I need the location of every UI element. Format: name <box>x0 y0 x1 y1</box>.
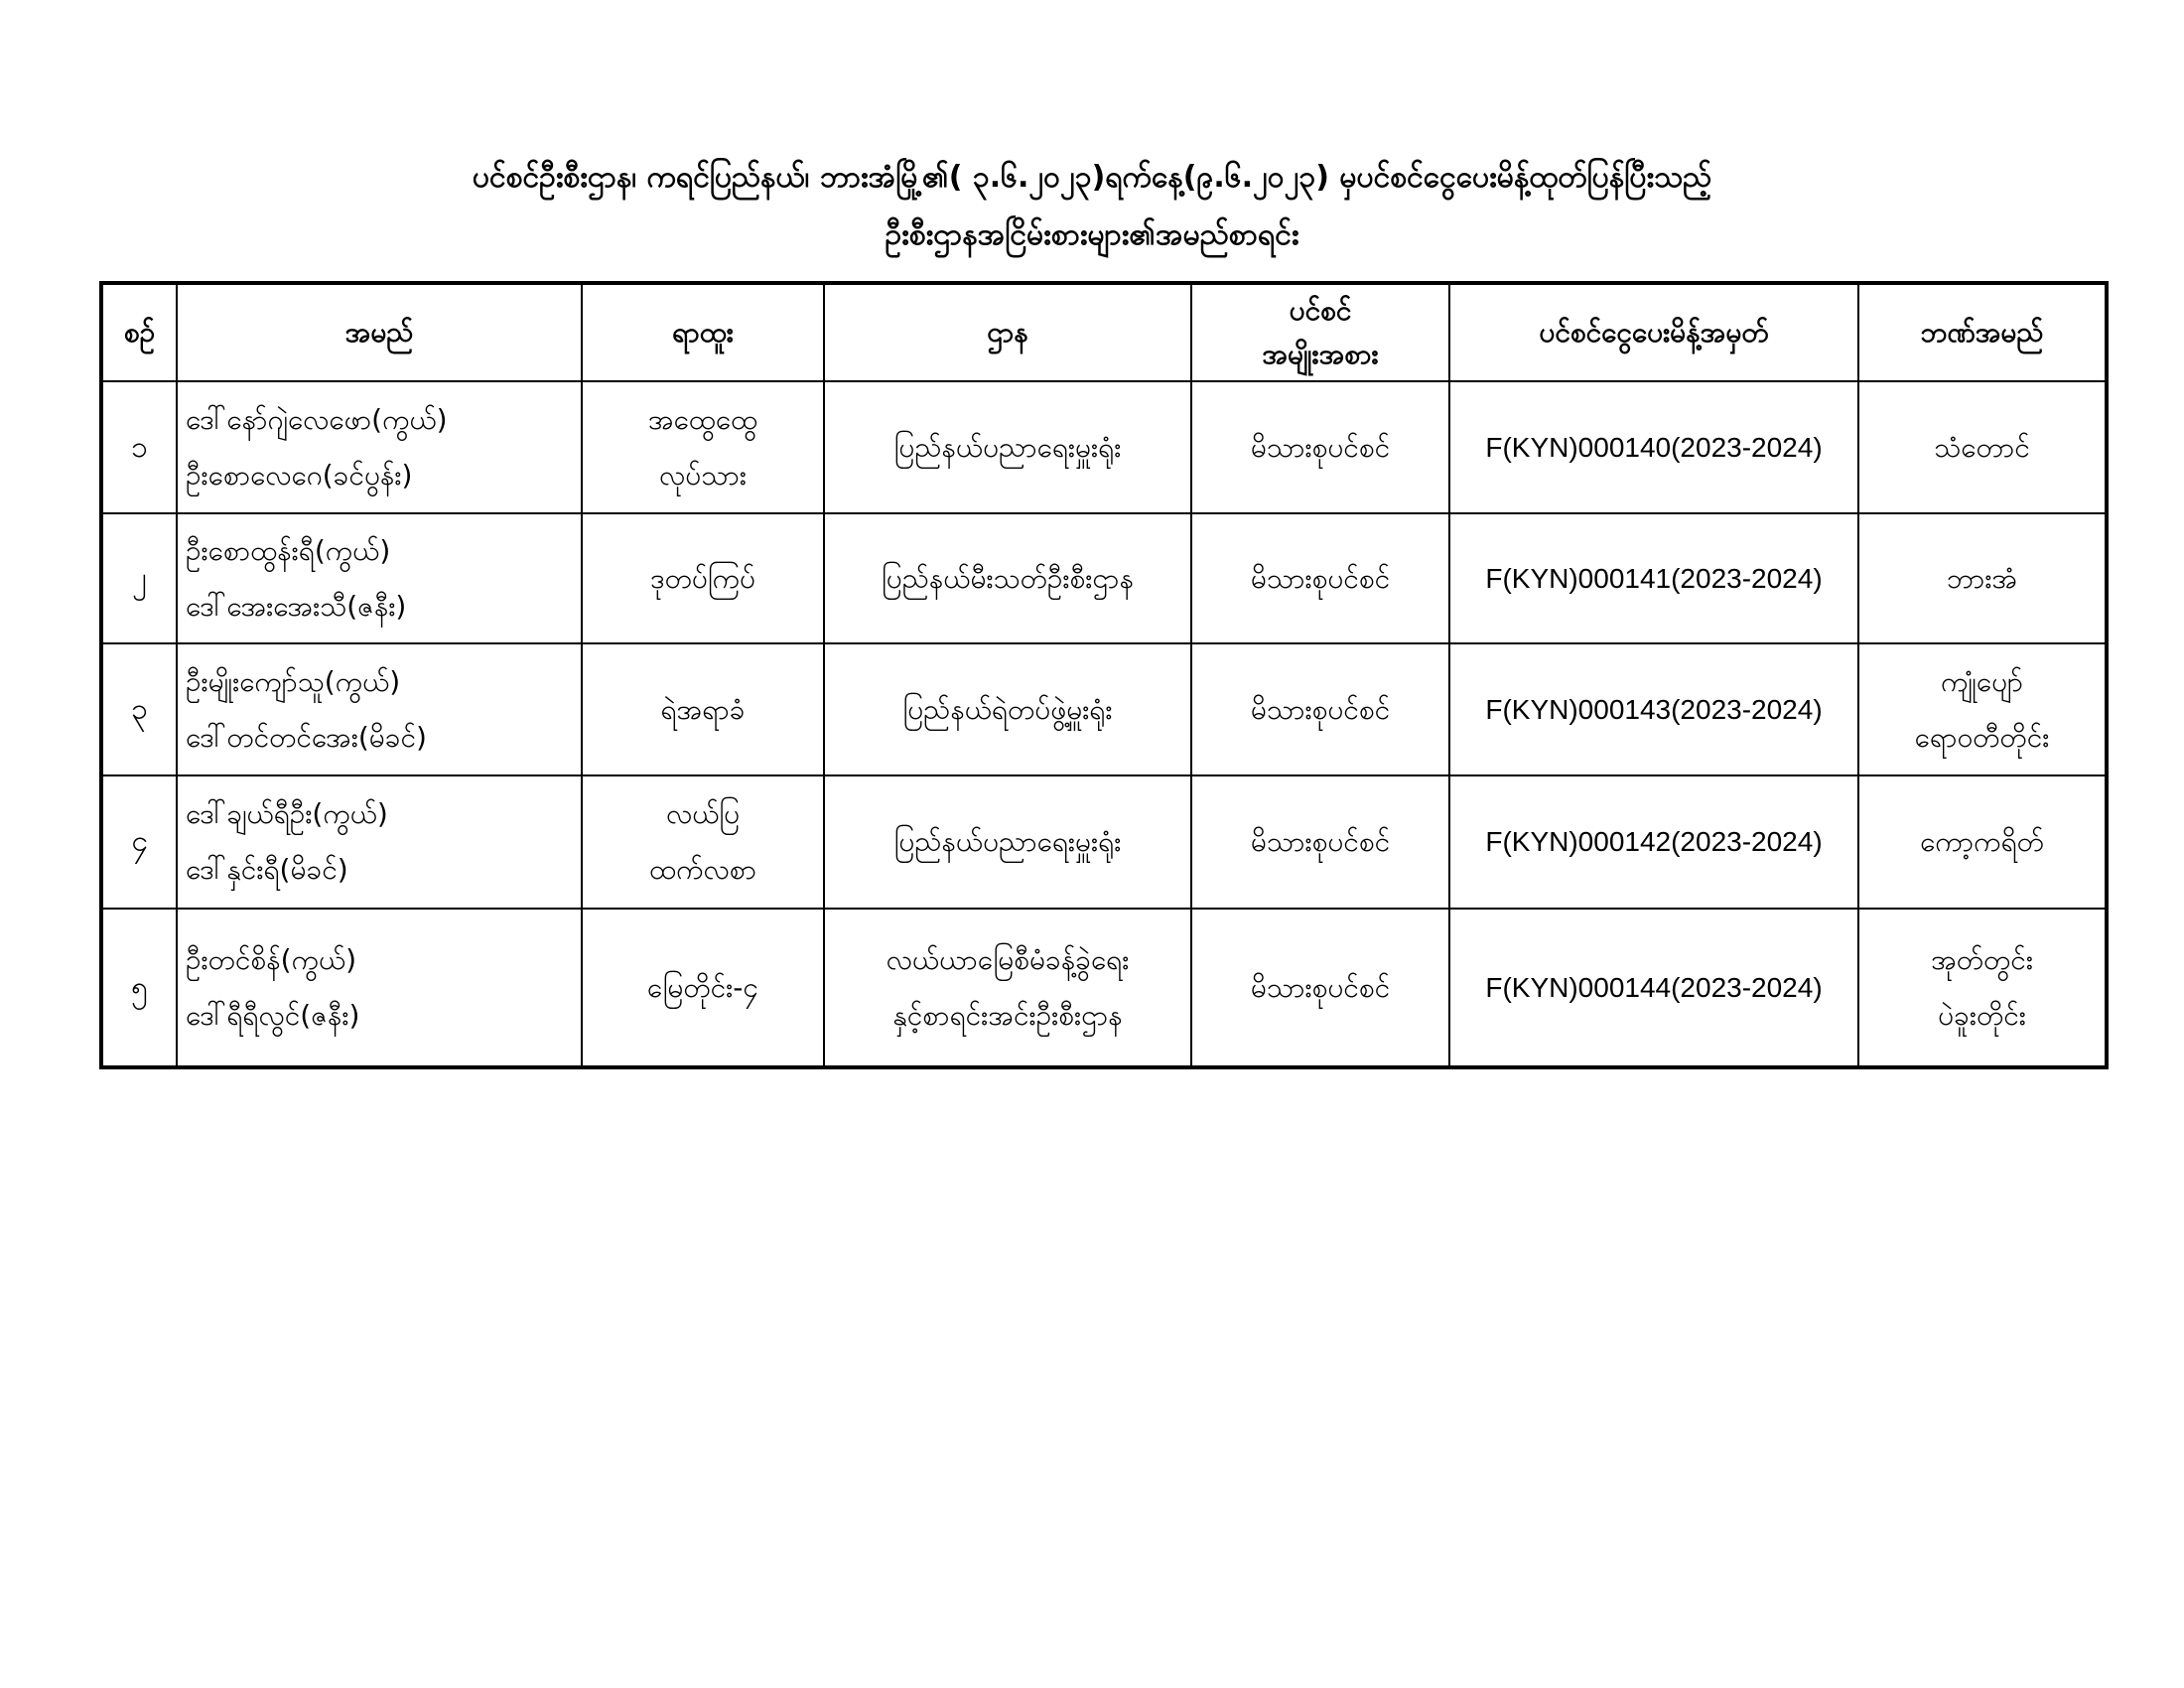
title-line-2: ဦးစီးဌာနအငြိမ်းစားများ၏အမည်စာရင်း <box>885 217 1299 252</box>
beneficiary-name: ဒေါ်နှင်းရီ(မိခင်) <box>186 853 348 886</box>
header-pension-type-line2: အမျိုးအစား <box>1262 338 1379 370</box>
beneficiary-name: ဦးစောလေဂေ(ခင်ပွန်း) <box>186 458 413 492</box>
row-order-number: F(KYN)000141(2023-2024) <box>1449 513 1858 643</box>
title-line-1: ပင်စင်ဦးစီးဌာန၊ ကရင်ပြည်နယ်၊ ဘားအံမြို့၏( ၃.၆.၂၀၂၃)ရက်နေ့(၉.၆.၂၀၂၃) မှပင်စင်ငွေပေးမိန့်ထုတ်ပြန်ပြီးသည့် <box>472 160 1712 195</box>
table-row <box>101 513 2107 643</box>
bank-line1: ကျုံပျော် <box>1941 664 2023 698</box>
bank-line2: ပဲခူးတိုင်း <box>1938 998 2026 1032</box>
bank-line1: အုတ်တွင်း <box>1931 942 2033 976</box>
bank-line1: သံတောင် <box>1934 430 2030 464</box>
department-line1: ပြည်နယ်ပညာရေးမှူးရုံး <box>893 825 1122 858</box>
row-department <box>824 775 1191 909</box>
row-order-number: F(KYN)000142(2023-2024) <box>1449 775 1858 909</box>
rank-line1: ဒုတပ်ကြပ် <box>650 561 755 595</box>
row-rank <box>582 513 824 643</box>
row-pension-type: မိသားစုပင်စင် <box>1191 909 1449 1067</box>
pension-table <box>99 281 2109 1069</box>
header-order-number: ပင်စင်ငွေပေးမိန့်အမှတ် <box>1449 283 1858 381</box>
rank-line1: ရဲအရာခံ <box>660 692 746 726</box>
department-line1: လယ်ယာမြေစီမံခန့်ခွဲရေး <box>886 942 1130 976</box>
beneficiary-name: ဒေါ်အေးအေးသီ(ဇနီး) <box>186 589 407 623</box>
rank-line1: အထွေထွေ <box>647 402 758 436</box>
row-names <box>177 775 582 909</box>
row-department <box>824 513 1191 643</box>
row-number: ၃ <box>101 643 177 775</box>
table-header-row <box>101 283 2107 381</box>
header-no: စဉ် <box>101 283 177 381</box>
bank-line1: ဘားအံ <box>1946 561 2018 595</box>
row-pension-type: မိသားစုပင်စင် <box>1191 775 1449 909</box>
row-bank <box>1858 909 2107 1067</box>
table-row <box>101 381 2107 513</box>
row-names <box>177 643 582 775</box>
rank-line2: လုပ်သား <box>659 458 747 492</box>
department-line1: ပြည်နယ်ပညာရေးမှူးရုံး <box>893 430 1122 464</box>
bank-line2: ရောဝတီတိုင်း <box>1914 720 2050 754</box>
row-order-number: F(KYN)000140(2023-2024) <box>1449 381 1858 513</box>
document-title <box>0 149 2184 264</box>
beneficiary-name: ဒေါ်ရီရီလွင်(ဇနီး) <box>186 998 360 1032</box>
rank-line1: လယ်ပြ <box>665 797 741 830</box>
row-order-number: F(KYN)000143(2023-2024) <box>1449 643 1858 775</box>
row-number: ၁ <box>101 381 177 513</box>
deceased-name: ဒေါ်ချယ်ရီဦး(ကွယ်) <box>186 797 388 830</box>
row-names <box>177 513 582 643</box>
header-pension-type-line1: ပင်စင် <box>1289 294 1352 327</box>
row-bank <box>1858 775 2107 909</box>
row-order-number: F(KYN)000144(2023-2024) <box>1449 909 1858 1067</box>
row-names <box>177 909 582 1067</box>
header-name: အမည် <box>177 283 582 381</box>
deceased-name: ဒေါ်နော်ဂျဲလေဖော(ကွယ်) <box>186 402 448 436</box>
rank-line2: ထက်လစာ <box>649 853 756 886</box>
bank-line1: ကော့ကရိတ် <box>1920 825 2044 858</box>
rank-line1: မြေတိုင်း-၄ <box>646 970 759 1004</box>
row-number: ၂ <box>101 513 177 643</box>
deceased-name: ဦးမျိုးကျော်သူ(ကွယ်) <box>186 664 401 698</box>
deceased-name: ဦးတင်စိန်(ကွယ်) <box>186 942 357 976</box>
row-pension-type: မိသားစုပင်စင် <box>1191 513 1449 643</box>
row-rank <box>582 775 824 909</box>
row-pension-type: မိသားစုပင်စင် <box>1191 381 1449 513</box>
department-line1: ပြည်နယ်ရဲတပ်ဖွဲ့မှူးရုံး <box>902 692 1113 726</box>
row-department <box>824 909 1191 1067</box>
table-row <box>101 909 2107 1067</box>
table-row <box>101 775 2107 909</box>
beneficiary-name: ဒေါ်တင်တင်အေး(မိခင်) <box>186 720 427 754</box>
department-line2: နှင့်စာရင်းအင်းဦးစီးဌာန <box>892 998 1123 1032</box>
header-pension-type <box>1191 283 1449 381</box>
row-rank <box>582 381 824 513</box>
row-names <box>177 381 582 513</box>
row-department <box>824 643 1191 775</box>
header-department: ဌာန <box>824 283 1191 381</box>
department-line1: ပြည်နယ်မီးသတ်ဦးစီးဌာန <box>882 561 1134 595</box>
row-bank <box>1858 381 2107 513</box>
row-department <box>824 381 1191 513</box>
deceased-name: ဦးစောထွန်းရီ(ကွယ်) <box>186 533 391 567</box>
row-bank <box>1858 513 2107 643</box>
row-rank <box>582 643 824 775</box>
header-rank: ရာထူး <box>582 283 824 381</box>
row-rank <box>582 909 824 1067</box>
row-number: ၅ <box>101 909 177 1067</box>
header-bank: ဘဏ်အမည် <box>1858 283 2107 381</box>
row-pension-type: မိသားစုပင်စင် <box>1191 643 1449 775</box>
row-bank <box>1858 643 2107 775</box>
row-number: ၄ <box>101 775 177 909</box>
table-row <box>101 643 2107 775</box>
